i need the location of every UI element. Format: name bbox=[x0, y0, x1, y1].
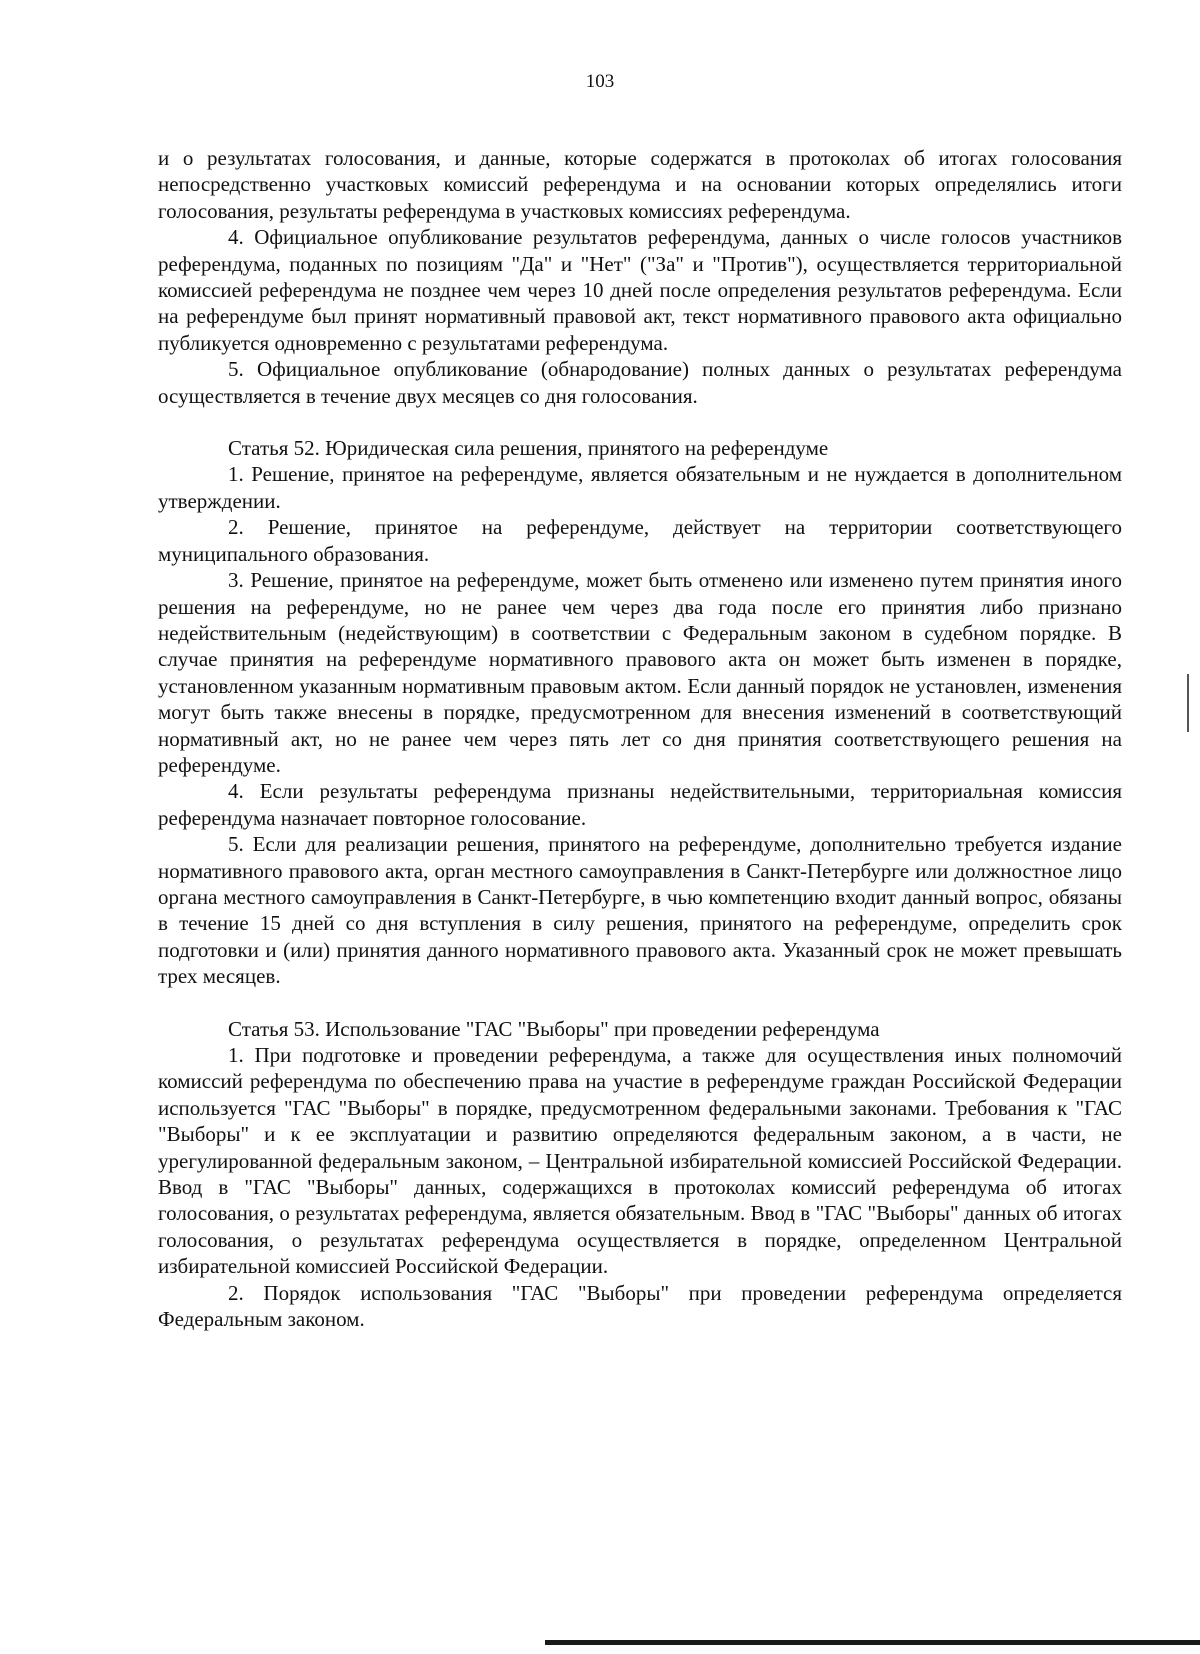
article-52-item-1: 1. Решение, принятое на референдуме, является обязательным и не нуждается в дополнительном утверждении. bbox=[158, 462, 1122, 513]
section-gap bbox=[158, 990, 1122, 1016]
article-53-title: Статья 53. Использование "ГАС "Выборы" при проведении референдума bbox=[228, 1016, 880, 1041]
article-52-item-2: 2. Решение, принятое на референдуме, действует на территории соответствующего муниципального образования. bbox=[158, 515, 1122, 566]
article-53-item-2: 2. Порядок использования "ГАС "Выборы" при проведении референдума определяется Федеральным законом. bbox=[158, 1280, 1122, 1332]
scan-bottom-edge bbox=[545, 1640, 1200, 1645]
document-body bbox=[158, 145, 1122, 1332]
page-number: 103 bbox=[585, 71, 615, 92]
article-52-item-5: 5. Если для реализации решения, принятого на референдуме, дополнительно требуется издание нормативного правового акта, орган местного самоуправления в Санкт-Петербурге или должностное лицо органа местного самоуправления в Санкт-Петербурге, в чью компетенцию входит данный вопрос, обязаны в течение 15 дней со дня вступления в силу решения, принятого на референдуме, определить срок подготовки и (или) принятия данного нормативного правового акта. Указанный срок не может превышать трех месяцев. bbox=[158, 832, 1122, 989]
scan-margin-mark bbox=[1187, 674, 1189, 732]
article-52-item-3: 3. Решение, принятое на референдуме, может быть отменено или изменено путем принятия иного решения на референдуме, но не ранее чем через два года после его принятия либо признано недействительным (недействующим) в соответствии с Федеральным законом в судебном порядке. В случае принятия на референдуме нормативного правового акта он может быть изменен в порядке, установленном указанным нормативным правовым актом. Если данный порядок не установлен, изменения могут быть также внесены в порядке, предусмотренном для внесения изменений в соответствующий нормативный акт, но не ранее чем через пять лет со дня принятия соответствующего решения на референдуме. bbox=[158, 568, 1122, 777]
paragraph-item-5: 5. Официальное опубликование (обнародование) полных данных о результатах референдума осуществляется в течение двух месяцев со дня голосования. bbox=[158, 357, 1122, 408]
paragraph-continuation: и о результатах голосования, и данные, которые содержатся в протоколах об итогах голосования непосредственно участковых комиссий референдума и на основании которых определялись итоги голосования, результаты референдума в участковых комиссиях референдума. bbox=[158, 146, 1122, 223]
article-52-item-4: 4. Если результаты референдума признаны недействительными, территориальная комиссия референдума назначает повторное голосование. bbox=[158, 779, 1122, 830]
section-gap bbox=[158, 409, 1122, 435]
article-52-title: Статья 52. Юридическая сила решения, принятого на референдуме bbox=[228, 436, 829, 461]
article-53-item-1: 1. При подготовке и проведении референдума, а также для осуществления иных полномочий комиссий референдума по обеспечению права на участие в референдуме граждан Российской Федерации используется "ГАС "Выборы" в порядке, предусмотренном федеральными законами. Требования к "ГАС "Выборы" и к ее эксплуатации и развитию определяются федеральным законом, а в части, не урегулированной федеральным законом, – Центральной избирательной комиссией Российской Федерации. Ввод в "ГАС "Выборы" данных, содержащихся в протоколах комиссий референдума об итогах голосования, о результатах референдума, является обязательным. Ввод в "ГАС "Выборы" данных об итогах голосования, о результатах референдума осуществляется в порядке, определенном Центральной избирательной комиссией Российской Федерации. bbox=[158, 1043, 1122, 1279]
paragraph-item-4: 4. Официальное опубликование результатов референдума, данных о числе голосов участников референдума, поданных по позициям "Да" и "Нет" ("За" и "Против"), осуществляется территориальной комиссией референдума не позднее чем через 10 дней после определения результатов референдума. Если на референдуме был принят нормативный правовой акт, текст нормативного правового акта официально публикуется одновременно с результатами референдума. bbox=[158, 225, 1122, 355]
